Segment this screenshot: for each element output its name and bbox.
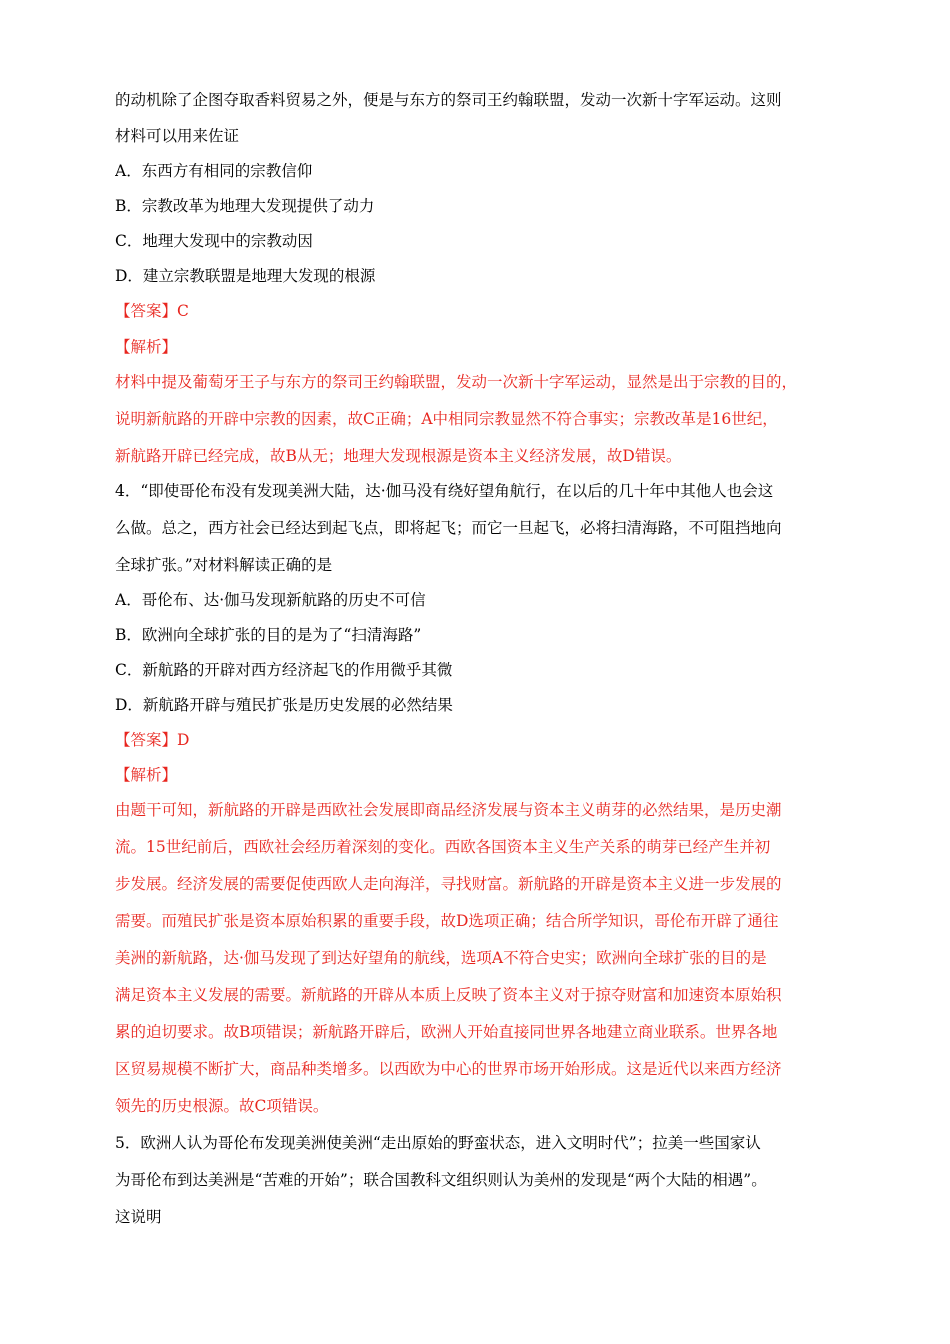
q3-analysis-line-1: 材料中提及葡萄牙王子与东方的祭司王约翰联盟，发动一次新十字军运动，显然是出于宗教的目的， — [115, 373, 798, 391]
q4-option-c: C．新航路的开辟对西方经济起飞的作用微乎其微 — [115, 661, 453, 679]
q5-stem-line-1: 5．欧洲人认为哥伦布发现美洲使美洲“走出原始的野蛮状态，进入文明时代”；拉美一些国家认 — [115, 1134, 761, 1152]
q4-answer-value: D — [177, 731, 190, 749]
q4-analysis-line-4: 需要。而殖民扩张是资本原始积累的重要手段，故D选项正确；结合所学知识，哥伦布开辟了通往 — [115, 912, 779, 930]
q4-answer — [115, 729, 845, 751]
q3-option-a: A．东西方有相同的宗教信仰 — [115, 162, 313, 180]
q4-option-d: D．新航路开辟与殖民扩张是历史发展的必然结果 — [115, 696, 453, 714]
q5-stem-line-2: 为哥伦布到达美洲是“苦难的开始”；联合国教科文组织则认为美州的发现是“两个大陆的相遇”。 — [115, 1171, 767, 1189]
q3-analysis-line-3: 新航路开辟已经完成，故B从无；地理大发现根源是资本主义经济发展，故D错误。 — [115, 447, 682, 465]
q3-option-d: D．建立宗教联盟是地理大发现的根源 — [115, 267, 376, 285]
q4-stem-line-2: 么做。总之，西方社会已经达到起飞点，即将起飞；而它一旦起飞，必将扫清海路，不可阻挡地向 — [115, 519, 782, 537]
q4-analysis-line-7: 累的迫切要求。故B项错误；新航路开辟后，欧洲人开始直接同世界各地建立商业联系。世界各地 — [115, 1023, 778, 1041]
q4-analysis-line-9: 领先的历史根源。故C项错误。 — [115, 1097, 329, 1115]
q4-analysis-line-2: 流。15世纪前后，西欧社会经历着深刻的变化。西欧各国资本主义生产关系的萌芽已经产生并初 — [115, 838, 771, 856]
q3-stem-line-2: 材料可以用来佐证 — [115, 127, 240, 145]
q4-analysis-line-3: 步发展。经济发展的需要促使西欧人走向海洋，寻找财富。新航路的开辟是资本主义进一步发展的 — [115, 875, 782, 893]
q3-option-c: C．地理大发现中的宗教动因 — [115, 232, 313, 250]
q3-answer-label: 【答案】 — [115, 302, 178, 320]
q4-option-a: A．哥伦布、达·伽马发现新航路的历史不可信 — [115, 591, 426, 609]
q3-answer-value: C — [177, 302, 189, 320]
q4-analysis-label: 【解析】 — [115, 766, 178, 784]
q4-stem-line-1: 4．“即使哥伦布没有发现美洲大陆，达·伽马没有绕好望角航行，在以后的几十年中其他人也会这 — [115, 482, 774, 500]
q3-option-b: B．宗教改革为地理大发现提供了动力 — [115, 197, 375, 215]
q4-analysis-line-1: 由题干可知，新航路的开辟是西欧社会发展即商品经济发展与资本主义萌芽的必然结果，是历史潮 — [115, 801, 782, 819]
q5-stem-line-3: 这说明 — [115, 1208, 162, 1226]
q3-stem-line-1: 的动机除了企图夺取香料贸易之外，便是与东方的祭司王约翰联盟，发动一次新十字军运动。这则 — [115, 91, 782, 109]
q3-analysis-line-2: 说明新航路的开辟中宗教的因素，故C正确；A中相同宗教显然不符合事实；宗教改革是16世纪， — [115, 410, 778, 428]
q4-analysis-line-8: 区贸易规模不断扩大，商品种类增多。以西欧为中心的世界市场开始形成。这是近代以来西方经济 — [115, 1060, 782, 1078]
q4-option-b: B．欧洲向全球扩张的目的是为了“扫清海路” — [115, 626, 422, 644]
q4-answer-label: 【答案】 — [115, 731, 178, 749]
q4-analysis-line-5: 美洲的新航路，达·伽马发现了到达好望角的航线，选项A不符合史实；欧洲向全球扩张的目的是 — [115, 949, 767, 967]
q3-answer — [115, 300, 845, 322]
q4-stem-line-3: 全球扩张。”对材料解读正确的是 — [115, 556, 333, 574]
q3-analysis-label: 【解析】 — [115, 338, 178, 356]
q4-analysis-line-6: 满足资本主义发展的需要。新航路的开辟从本质上反映了资本主义对于掠夺财富和加速资本原始积 — [115, 986, 782, 1004]
